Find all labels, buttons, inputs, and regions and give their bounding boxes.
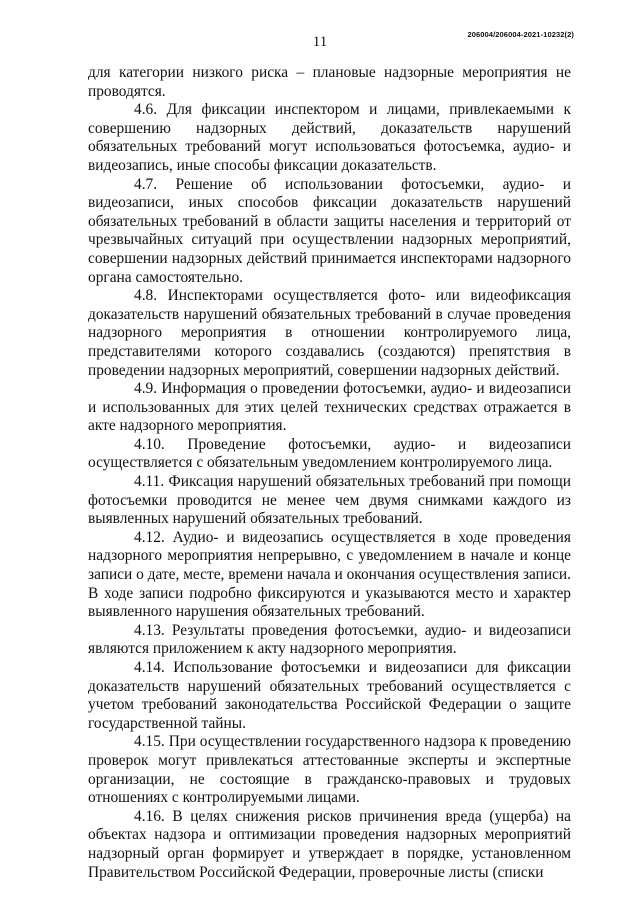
paragraph-4-12: 4.12. Аудио- и видеозапись осуществляется в ходе проведения надзорного мероприятия непрерывно, с уведомлением в начале и конце записи о дате, месте, времени начала и окончания осуществления записи. В ходе записи подробно фиксируются и указываются место и характер выявленного нарушения обязательных требований. xyxy=(88,528,571,621)
page-number: 11 xyxy=(312,34,328,50)
body-text xyxy=(88,64,571,882)
paragraph-4-13: 4.13. Результаты проведения фотосъемки, аудио- и видеозаписи являются приложением к акту надзорного мероприятия. xyxy=(88,621,571,658)
paragraph-continuation: для категории низкого риска – плановые надзорные мероприятия не проводятся. xyxy=(88,64,571,100)
paragraph-4-8: 4.8. Инспекторами осуществляется фото- или видеофиксация доказательств нарушений обязательных требований в случае проведения надзорного мероприятия в отношении контролируемого лица, представителями которого создавались (создаются) препятствия в проведении надзорных мероприятий, совершении надзорных действий. xyxy=(88,287,571,379)
paragraph-4-9: 4.9. Информация о проведении фотосъемки, аудио- и видеозаписи и использованных для этих целей технических средствах отражается в акте надзорного мероприятия. xyxy=(88,380,571,435)
paragraph-4-10: 4.10. Проведение фотосъемки, аудио- и видеозаписи осуществляется с обязательным уведомлением контролируемого лица. xyxy=(88,435,571,472)
paragraph-4-7: 4.7. Решение об использовании фотосъемки, аудио- и видеозаписи, иных способов фиксации доказательств нарушений обязательных требований в области защиты населения и территорий от чрезвычайных ситуаций при осуществлении надзорных мероприятий, совершении надзорных действий принимается инспекторами надзорного органа самостоятельно. xyxy=(88,175,571,286)
paragraph-4-15: 4.15. При осуществлении государственного надзора к проведению проверок могут привлекаться аттестованные эксперты и экспертные организации, не состоящие в гражданско-правовых и трудовых отношениях с контролируемыми лицами. xyxy=(88,733,571,807)
document-code: 206004/206004-2021-10232(2) xyxy=(467,30,574,39)
paragraph-4-16: 4.16. В целях снижения рисков причинения вреда (ущерба) на объектах надзора и оптимизации проведения надзорных мероприятий надзорный орган формирует и утверждает в порядке, установленном Правительством Российской Федерации, проверочные листы (списки xyxy=(88,807,571,881)
paragraph-4-6: 4.6. Для фиксации инспектором и лицами, привлекаемыми к совершению надзорных действий, доказательств нарушений обязательных требований могут использоваться фотосъемка, аудио- и видеозапись, иные способы фиксации доказательств. xyxy=(88,101,571,174)
paragraph-4-14: 4.14. Использование фотосъемки и видеозаписи для фиксации доказательств нарушений обязательных требований осуществляется с учетом требований законодательства Российской Федерации о защите государственной тайны. xyxy=(88,659,571,732)
paragraph-4-11: 4.11. Фиксация нарушений обязательных требований при помощи фотосъемки проводится не менее чем двумя снимками каждого из выявленных нарушений обязательных требований. xyxy=(88,473,571,528)
